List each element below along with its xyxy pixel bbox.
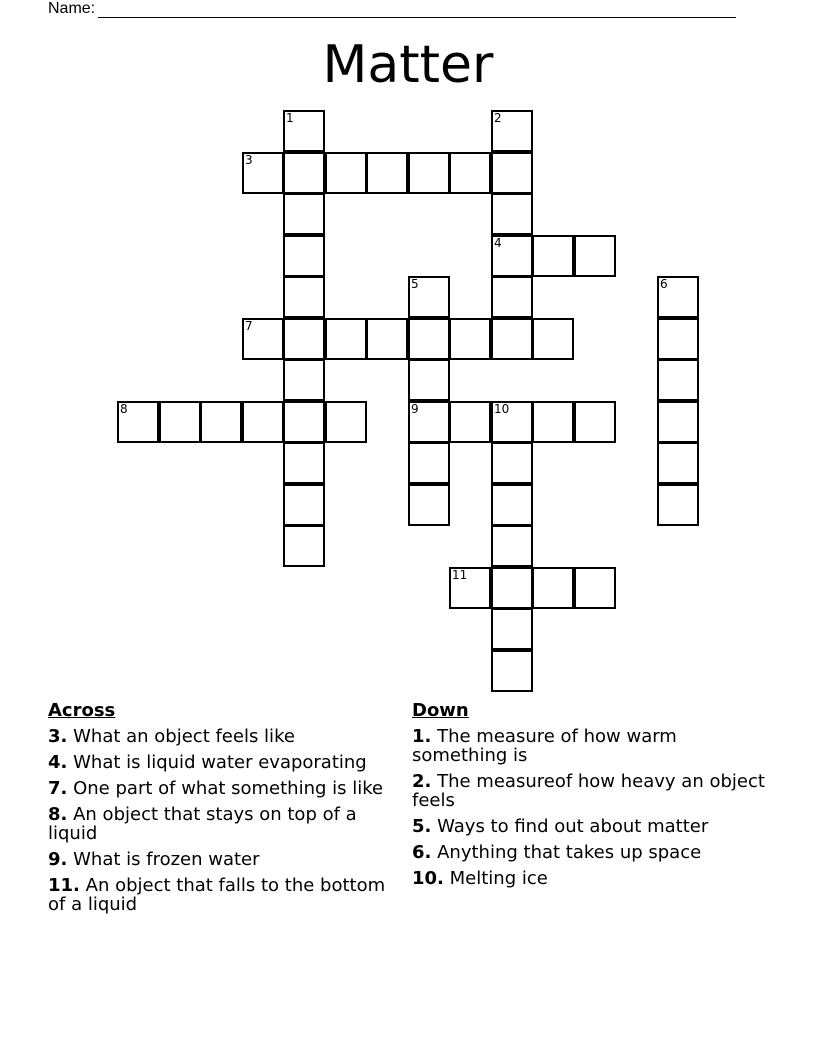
grid-cell[interactable] (283, 401, 325, 443)
clue-number: 3 (245, 153, 253, 167)
clue-across-8: 8. An object that stays on top of a liquid (48, 804, 357, 844)
grid-cell[interactable] (408, 484, 450, 526)
grid-cell[interactable] (366, 318, 408, 360)
grid-cell[interactable] (408, 359, 450, 401)
grid-cell[interactable] (283, 276, 325, 318)
clue-across-7: 7. One part of what something is like (48, 778, 384, 799)
grid-cell[interactable] (449, 567, 491, 609)
grid-cell[interactable] (408, 318, 450, 360)
grid-cell[interactable] (491, 567, 533, 609)
grid-cell[interactable] (574, 567, 616, 609)
grid-cell[interactable] (491, 276, 533, 318)
down-heading: Down (412, 700, 469, 721)
grid-cell[interactable] (491, 193, 533, 235)
puzzle-title: Matter (322, 35, 494, 95)
grid-cell[interactable] (491, 525, 533, 567)
grid-cell[interactable] (491, 318, 533, 360)
grid-cell[interactable] (325, 318, 367, 360)
grid-cell[interactable] (491, 484, 533, 526)
clue-down-6: 6. Anything that takes up space (412, 842, 702, 863)
grid-cell[interactable] (574, 235, 616, 277)
grid-cell[interactable] (657, 276, 699, 318)
grid-cell[interactable] (532, 567, 574, 609)
grid-cell[interactable] (283, 193, 325, 235)
across-clues (48, 700, 388, 921)
grid-cell[interactable] (325, 401, 367, 443)
grid-cell[interactable] (491, 110, 533, 152)
grid-cell[interactable] (532, 401, 574, 443)
grid-cell[interactable] (242, 401, 284, 443)
grid-cell[interactable] (283, 235, 325, 277)
grid-cell[interactable] (283, 318, 325, 360)
grid-cell[interactable] (200, 401, 242, 443)
clue-number: 1 (286, 111, 294, 125)
grid-cell[interactable] (283, 442, 325, 484)
grid-cell[interactable] (491, 401, 533, 443)
clue-across-3: 3. What an object feels like (48, 726, 295, 747)
grid-cell[interactable] (366, 152, 408, 194)
clue-number: 4 (494, 236, 502, 250)
clue-down-1: 1. The measure of how warm something is (412, 726, 677, 766)
clue-down-5: 5. Ways to find out about matter (412, 816, 709, 837)
grid-cell[interactable] (449, 401, 491, 443)
grid-cell[interactable] (408, 152, 450, 194)
grid-cell[interactable] (242, 318, 284, 360)
grid-cell[interactable] (491, 152, 533, 194)
name-label: Name: (48, 0, 96, 17)
grid-cell[interactable] (491, 235, 533, 277)
grid-cell[interactable] (449, 318, 491, 360)
grid-cell[interactable] (657, 318, 699, 360)
down-clues (412, 700, 772, 895)
grid-cell[interactable] (283, 525, 325, 567)
grid-cell[interactable] (117, 401, 159, 443)
clue-number: 2 (494, 111, 502, 125)
clue-down-10: 10. Melting ice (412, 868, 548, 889)
clue-across-4: 4. What is liquid water evaporating (48, 752, 367, 773)
clue-number: 6 (660, 277, 668, 291)
grid-cell[interactable] (408, 401, 450, 443)
grid-cell[interactable] (491, 442, 533, 484)
clue-across-9: 9. What is frozen water (48, 849, 260, 870)
grid-cell[interactable] (283, 152, 325, 194)
clue-number: 10 (494, 402, 510, 416)
grid-cell[interactable] (532, 318, 574, 360)
grid-cell[interactable] (532, 235, 574, 277)
grid-cell[interactable] (657, 401, 699, 443)
grid-cell[interactable] (408, 276, 450, 318)
grid-cell[interactable] (283, 484, 325, 526)
grid-cell[interactable] (491, 650, 533, 692)
clue-down-2: 2. The measureof how heavy an object feels (412, 771, 765, 811)
clue-across-11: 11. An object that falls to the bottom of a liquid (48, 875, 386, 915)
grid-cell[interactable] (574, 401, 616, 443)
grid-cell[interactable] (491, 608, 533, 650)
clue-number: 5 (411, 277, 419, 291)
clue-number: 9 (411, 402, 419, 416)
grid-cell[interactable] (283, 110, 325, 152)
across-heading: Across (48, 700, 116, 721)
grid-cell[interactable] (325, 152, 367, 194)
grid-cell[interactable] (408, 442, 450, 484)
clue-number: 7 (245, 319, 253, 333)
grid-cell[interactable] (657, 484, 699, 526)
grid-cell[interactable] (657, 359, 699, 401)
grid-cell[interactable] (657, 442, 699, 484)
grid-cell[interactable] (449, 152, 491, 194)
grid-cell[interactable] (159, 401, 201, 443)
grid-cell[interactable] (242, 152, 284, 194)
clue-number: 8 (120, 402, 128, 416)
grid-cell[interactable] (283, 359, 325, 401)
clue-number: 11 (452, 568, 468, 582)
